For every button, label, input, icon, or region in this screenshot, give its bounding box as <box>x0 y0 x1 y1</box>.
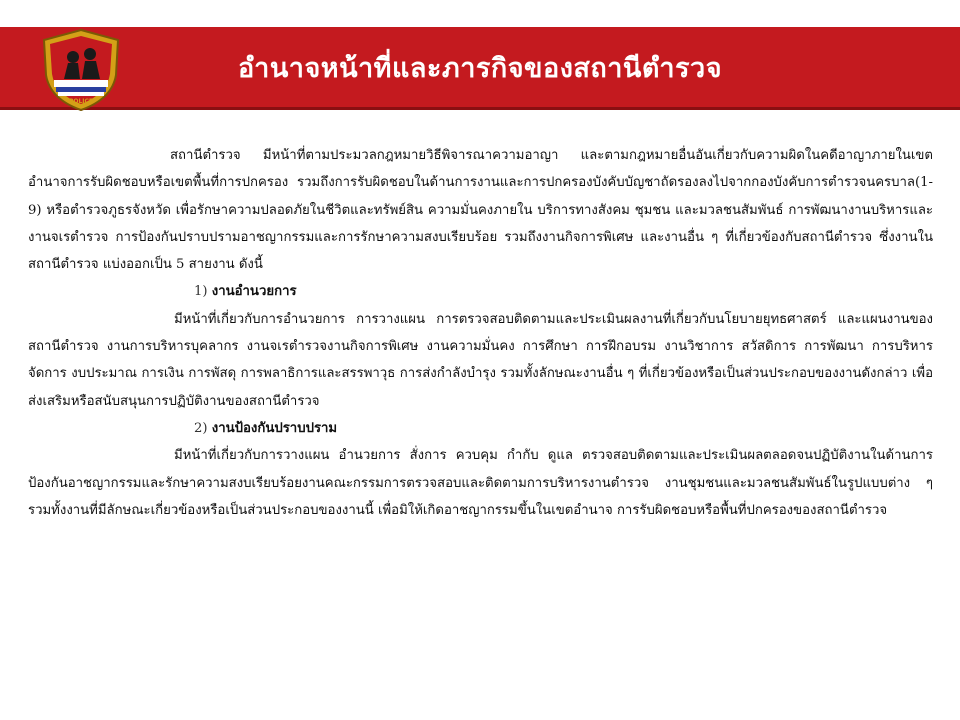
section-body-1: มีหน้าที่เกี่ยวกับการอำนวยการ การวางแผน การตรวจสอบติดตามและประเมินผลงานที่เกี่ยวกับนโยบายยุทธศาสตร์ และแผนงานของสถานีตำรวจ งานการบริหารบุคลากร งานจเรตำรวจงานกิจการพิเศษ งานความมั่นคง การศึกษา การฝึกอบรม งานวิชาการ สวัสดิการ การพัฒนา การบริหารจัดการ งบประมาณ การเงิน การพัสดุ การพลาธิการและสรรพาวุธ การส่งกำลังบำรุง รวมทั้งลักษณะงานอื่น ๆ ที่เกี่ยวข้องหรือเป็นส่วนประกอบของงานดังกล่าว เพื่อส่งเสริมหรือสนับสนุนการปฏิบัติงานของสถานีตำรวจ <box>28 311 933 409</box>
section-body-2: มีหน้าที่เกี่ยวกับการวางแผน อำนวยการ สั่งการ ควบคุม กำกับ ดูแล ตรวจสอบติดตามและประเมินผลตลอดจนปฏิบัติงานในด้านการป้องกันอาชญากรรมและรักษาความสงบเรียบร้อยงานคณะกรรมการตรวจสอบและติดตามการบริหารงานตำรวจ งานชุมชนและมวลชนสัมพันธ์ในรูปแบบต่าง ๆ รวมทั้งงานที่มีลักษณะเกี่ยวข้องหรือเป็นส่วนประกอบของงานนี้ เพื่อมิให้เกิดอาชญากรรมขึ้นในเขตอำนาจ การรับผิดชอบหรือพื้นที่ปกครองของสถานีตำรวจ <box>28 448 933 518</box>
intro-paragraph: สถานีตำรวจ มีหน้าที่ตามประมวลกฎหมายวิธีพิจารณาความอาญา และตามกฎหมายอื่นอันเกี่ยวกับความผิดในคดีอาญาภายในเขตอำนาจการรับผิดชอบหรือเขตพื้นที่การปกครอง รวมถึงการรับผิดชอบในด้านการงานและการปกครองบังคับบัญชาถัดรองลงไปจากกองบังคับการตำรวจนครบาล(1-9) หรือตำรวจภูธรจังหวัด เพื่อรักษาความปลอดภัยในชีวิตและทรัพย์สิน ความมั่นคงภายใน บริการทางสังคม ชุมชน และมวลชนสัมพันธ์ การพัฒนางานบริหารและงานจเรตำรวจ การป้องกันปราบปรามอาชญากรรมและการรักษาความสงบเรียบร้อย รวมถึงงานกิจการพิเศษ และงานอื่น ๆ ที่เกี่ยวข้องกับสถานีตำรวจ ซึ่งงานในสถานีตำรวจ แบ่งออกเป็น 5 สายงาน ดังนี้ <box>28 148 933 273</box>
police-badge-icon <box>40 27 122 113</box>
svg-text:POLICE: POLICE <box>68 98 94 105</box>
section-heading-2 <box>28 415 933 442</box>
section-number: 2) <box>194 420 208 436</box>
content-body <box>28 142 933 524</box>
section-heading-1 <box>28 278 933 305</box>
header-banner <box>0 27 960 110</box>
section-number: 1) <box>194 284 208 300</box>
section-title: งานป้องกันปราบปราม <box>211 420 338 436</box>
page-title: อำนาจหน้าที่และภารกิจของสถานีตำรวจ <box>237 53 723 84</box>
section-title: งานอำนวยการ <box>211 284 297 300</box>
